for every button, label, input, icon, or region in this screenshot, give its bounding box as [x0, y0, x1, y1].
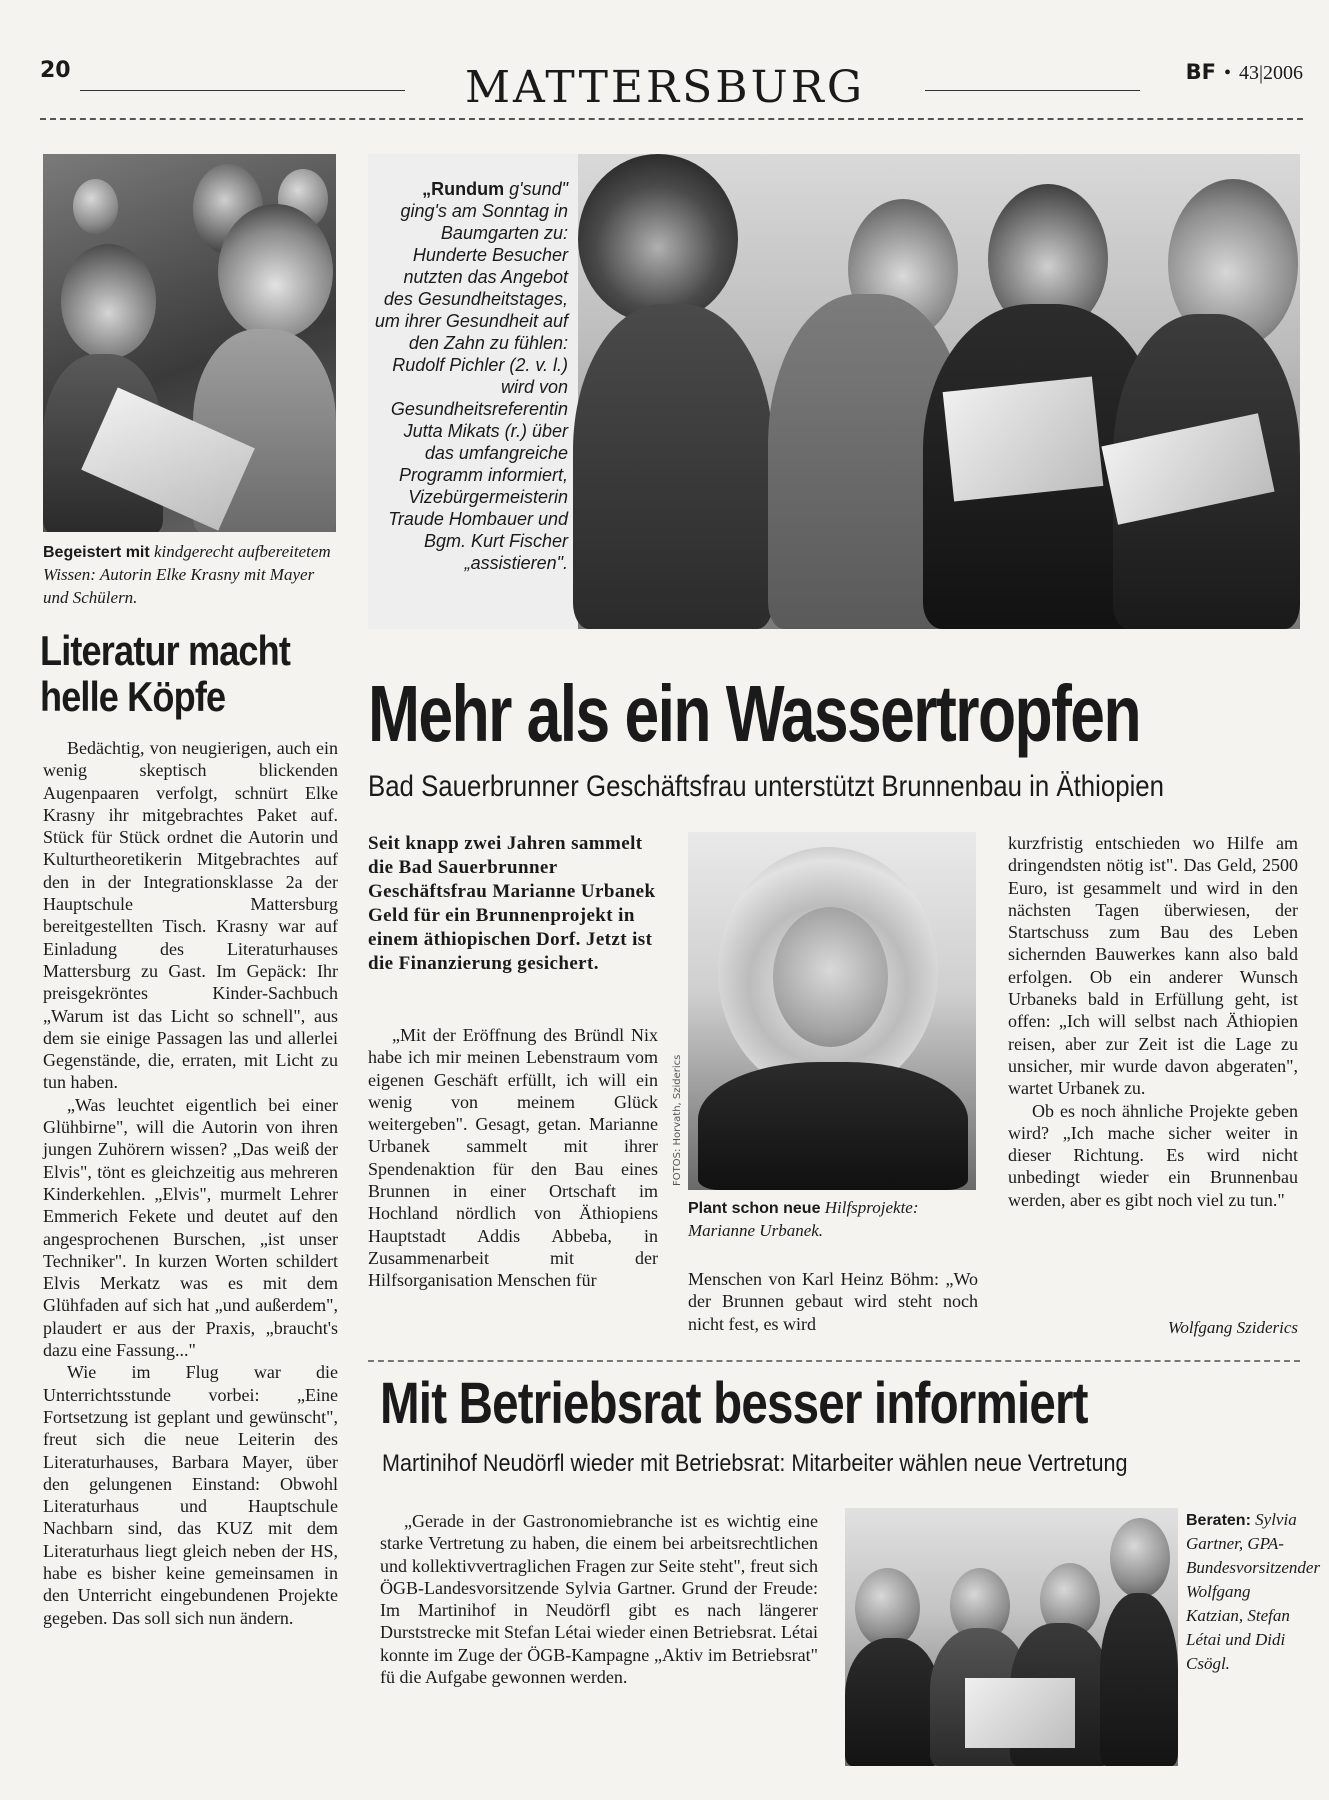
issue-info [1186, 60, 1303, 85]
photo3-caption-bold: Plant schon neue [688, 1200, 821, 1217]
article2-column-3 [1008, 832, 1298, 1211]
photo2-caption-text: g'sund" ging's am Sonntag in Baumgarten zu: Hunderte Besucher nutzten das Angebot des Gesundheitstages, um ihrer Gesundheit auf den Zahn zu fühlen: Rudolf Pichler (2. v. l.) wird von Gesundheitsreferentin Jutta Mikats (r.) über das umfangreiche Programm informiert, Vizebürgermeisterin Traude Hombauer und Bgm. Kurt Fischer „assistieren". [374, 179, 568, 573]
photo4-caption-text: Sylvia Gartner, GPA-Bundesvorsitzender Wolfgang Katzian, Stefan Létai und Didi Csögl. [1186, 1510, 1321, 1673]
article1-paragraph-2: „Was leuchtet eigentlich bei einer Glühbirne", will die Autorin von ihren jungen Zuhörern wissen? „Das weiß der Elvis", tönt es gleichzeitig aus mehreren Kinderkehlen. „Elvis", murmelt Lehrer Emmerich Fekete und deutet auf den angesprochenen Burschen, „ist unser Techniker". In kurzen Worten schildert Elvis Merkatz was es mit dem Glühfaden auf sich hat „und außerdem", plaudert er aus der Praxis, „braucht's dazu eine Fassung..." [43, 1094, 338, 1361]
issue-number: 43|2006 [1238, 62, 1303, 84]
header-separator [40, 118, 1303, 120]
photo3-caption-text: Hilfsprojekte: Marianne Urbanek. [688, 1198, 919, 1240]
article2-column-1-text: „Mit der Eröffnung des Bründl Nix habe ich mir meinen Lebenstraum vom eigenen Geschäft erfüllt, ich will ein wenig von meinem Glück weitergeben". Gesagt, getan. Marianne Urbanek sammelt mit ihrer Spendenaktion für den Bau eines Brunnen in einer Ortschaft im Hochland nördlich von Äthiopiens Hauptstadt Addis Abbeba, in Zusammenarbeit mit der Hilfsorganisation Menschen für [368, 1025, 658, 1291]
article2-column-3-text-b: Ob es noch ähnliche Projekte geben wird? „Ich mache sicher weiter in dieser Richtung. Es wird nicht unbedingt wieder ein Brunnenbau werden, aber es gibt noch viel zu tun." [1008, 1100, 1298, 1210]
photo-marianne-urbanek [688, 832, 976, 1190]
article1-headline: Literatur macht helle Köpfe [40, 627, 291, 720]
photo4-caption [1186, 1508, 1321, 1676]
photo-works-council [845, 1508, 1178, 1766]
article2-headline: Mehr als ein Wassertropfen [368, 669, 1141, 758]
article2-subhead: Bad Sauerbrunner Geschäftsfrau unterstützt Brunnenbau in Äthiopien [368, 770, 1165, 803]
article3-headline: Mit Betriebsrat besser informiert [380, 1371, 1088, 1436]
article2-column-1 [368, 1024, 658, 1292]
photo2-caption [372, 178, 568, 574]
photo1-caption [43, 540, 338, 609]
article1-paragraph-1: Bedächtig, von neugierigen, auch ein wenig skeptisch blickenden Augenpaaren verfolgt, schnürt Elke Krasny ihr mitgebrachtes Paket auf. Stück für Stück ordnet die Autorin und Kulturtheoretikerin Mitgebrachtes auf den in der Integrationsklasse 2a der Hauptschule Mattersburg bereitgestellten Tisch. Krasny war auf Einladung des Literaturhauses Mattersburg zu Gast. Im Gepäck: Ihr preisgekröntes Kinder-Sachbuch „Warum ist das Licht so schnell", aus dem sie einige Passagen las und allerlei Gegenstände, die, erraten, mit Licht zu tun haben. [43, 738, 338, 1093]
header-rule-right [925, 90, 1140, 91]
article-separator [368, 1360, 1300, 1362]
photo3-caption [688, 1196, 978, 1242]
photo4-caption-bold: Beraten: [1186, 1512, 1251, 1529]
article3-body-text: „Gerade in der Gastronomiebranche ist es wichtig eine starke Vertretung zu haben, die einem bei arbeitsrechtlichen und kollektivvertraglichen Fragen zur Seite steht", freut sich ÖGB-Landesvorsitzende Sylvia Gartner. Grund der Freude: Im Martinihof in Neudörfl gibt es nach längerer Durststrecke mit Stefan Létai wieder einen Betriebsrat. Létai konnte im Zuge der ÖGB-Kampagne „Aktiv im Betriebsrat" fü die Aufgabe gewonnen werden. [380, 1511, 818, 1688]
article2-signature: Wolfgang Sziderics [1167, 1318, 1298, 1337]
photo2-caption-bold: „Rundum [422, 179, 505, 199]
article3-body [380, 1510, 818, 1688]
section-title: MATTERSBURG [464, 62, 866, 113]
article1-paragraph-3: Wie im Flug war die Unterrichtsstunde vorbei: „Eine Fortsetzung ist geplant und gewünscht", freut sich die neue Leiterin des Literaturhauses, Barbara Mayer, über den gelungenen Einstand: Obwohl Literaturhaus und Hauptschule Nachbarn sind, das KUZ mit dem Literaturhaus liegt gleich neben der HS, habe es bisher keine gemeinsamen in den Unterricht eingebundenen Projekte gegeben. Das soll sich nun ändern. [43, 1362, 338, 1628]
photo1-caption-bold: Begeistert mit [43, 544, 150, 561]
article2-column-3-text-a: kurzfristig entschieden wo Hilfe am dringendsten nötig ist". Das Geld, 2500 Euro, ist gesammelt und wird in den nächsten Tagen überwiesen, der Startschuss zum Bau des Leben sichernden Bauwerkes kann also bald erfolgen. Ob ein anderer Wunsch Urbaneks bald in Erfüllung geht, ist offen: „Ich will selbst nach Äthiopien reisen, aber zur Zeit ist die Lage zu unsicher, mir wurde davon abgeraten", wartet Urbanek zu. [1008, 833, 1298, 1099]
header-bullet: • [1223, 62, 1231, 84]
article2-column-2-text: Menschen von Karl Heinz Böhm: „Wo der Brunnen gebaut wird steht noch nicht fest, es wird [688, 1269, 978, 1334]
article2-lead: Seit knapp zwei Jahren sammelt die Bad Sauerbrunner Geschäftsfrau Marianne Urbanek Geld für ein Brunnenprojekt in einem äthiopischen Dorf. Jetzt ist die Finanzierung gesichert. [368, 833, 656, 974]
photo1-caption-text: kindgerecht aufbereitetem Wissen: Autorin Elke Krasny mit Mayer und Schülern. [43, 542, 331, 607]
publication-name: BF [1185, 60, 1216, 84]
page-number: 20 [40, 58, 71, 83]
article3-subhead: Martinihof Neudörfl wieder mit Betriebsrat: Mitarbeiter wählen neue Vertretung [382, 1450, 1128, 1477]
header-rule-left [80, 90, 405, 91]
article2-column-2 [688, 1268, 978, 1335]
photo-author-with-students [43, 154, 336, 532]
article1-body [43, 737, 338, 1629]
photo-credit: FOTOS: Horvath, Sziderics [672, 1054, 683, 1186]
